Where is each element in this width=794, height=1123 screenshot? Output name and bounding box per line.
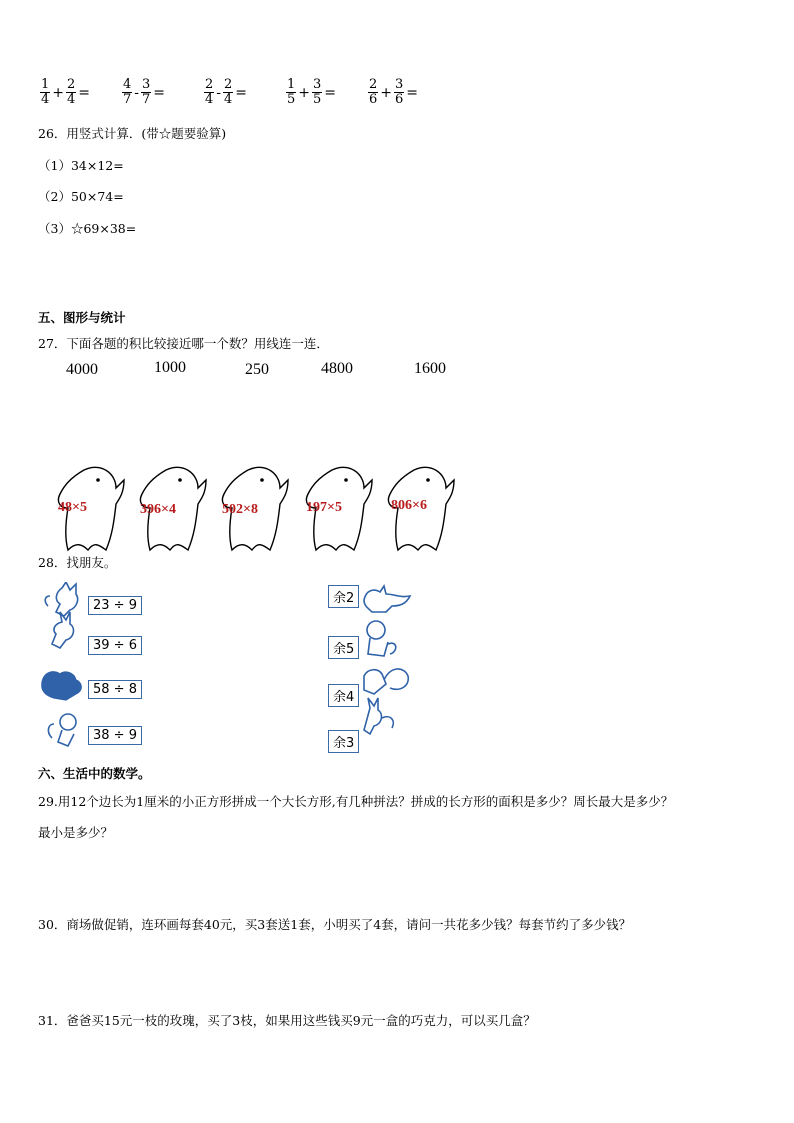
product-3: 502×8	[222, 502, 258, 517]
division-card-2: 39 ÷ 6	[88, 636, 142, 655]
question-30: 30．商场做促销，连环画每套40元，买3套送1套，小明买了4套，请问一共花多少钱？每套节约了多少钱？	[38, 917, 632, 932]
remainder-card-1: 余2	[328, 585, 359, 608]
rabbit-icon	[364, 698, 393, 734]
monkey-icon	[48, 714, 76, 746]
section-5-heading: 五、图形与统计	[38, 310, 126, 325]
fraction-expression-3: $\frac{2}{4}$ - $\frac{2}{4}$ =	[205, 77, 248, 107]
target-number-4: 4800	[321, 360, 353, 377]
squirrel-icon	[364, 669, 408, 694]
question-28-title: 28．找朋友。	[38, 555, 117, 570]
fraction-expression-2: $\frac{4}{7}$ - $\frac{3}{7}$ =	[123, 77, 166, 107]
division-card-3: 58 ÷ 8	[88, 680, 142, 699]
question-29-line-2: 最小是多少？	[38, 825, 114, 840]
right-animal-icons	[360, 580, 416, 750]
question-27-title: 27．下面各题的积比较接近哪一个数？用线连一连．	[38, 336, 329, 351]
cat-icon	[364, 586, 410, 612]
question-26-item-1: （1）34×12=	[38, 158, 124, 173]
remainder-card-4: 余3	[328, 730, 359, 753]
remainder-card-3: 余4	[328, 684, 359, 707]
remainder-card-2: 余5	[328, 636, 359, 659]
question-26-item-3: （3）☆69×38=	[38, 221, 137, 236]
target-number-1: 4000	[66, 361, 98, 378]
squirrel-icon	[42, 672, 81, 700]
fraction-expression-5: $\frac{2}{6}$ + $\frac{3}{6}$ =	[369, 77, 419, 107]
product-4: 197×5	[306, 500, 342, 515]
fraction-expression-1: $\frac{1}{4}$ + $\frac{2}{4}$ =	[41, 77, 91, 107]
question-26-item-2: （2）50×74=	[38, 189, 124, 204]
product-5: 806×6	[391, 498, 427, 513]
target-number-5: 1600	[414, 360, 446, 377]
question-26-title: 26．用竖式计算．(带☆题要验算)	[38, 126, 227, 141]
product-2: 396×4	[140, 502, 176, 517]
question-31: 31．爸爸买15元一枝的玫瑰，买了3枝，如果用这些钱买9元一盒的巧克力，可以买几盒？	[38, 1013, 536, 1028]
question-29-line-1: 29.用12个边长为1厘米的小正方形拼成一个大长方形,有几种拼法？拼成的长方形的面积是多少？周长最大是多少？	[38, 794, 674, 809]
division-card-4: 38 ÷ 9	[88, 726, 142, 745]
product-1: 48×5	[58, 500, 87, 515]
fox-icon	[45, 582, 77, 616]
division-card-1: 23 ÷ 9	[88, 596, 142, 615]
left-animal-icons	[40, 582, 90, 752]
fraction-expression-4: $\frac{1}{5}$ + $\frac{3}{5}$ =	[287, 77, 337, 107]
section-6-heading: 六、生活中的数学。	[38, 766, 151, 781]
target-number-2: 1000	[154, 359, 186, 376]
monkey-icon	[367, 621, 396, 656]
target-number-3: 250	[245, 361, 269, 378]
rabbit-icon	[52, 612, 73, 648]
